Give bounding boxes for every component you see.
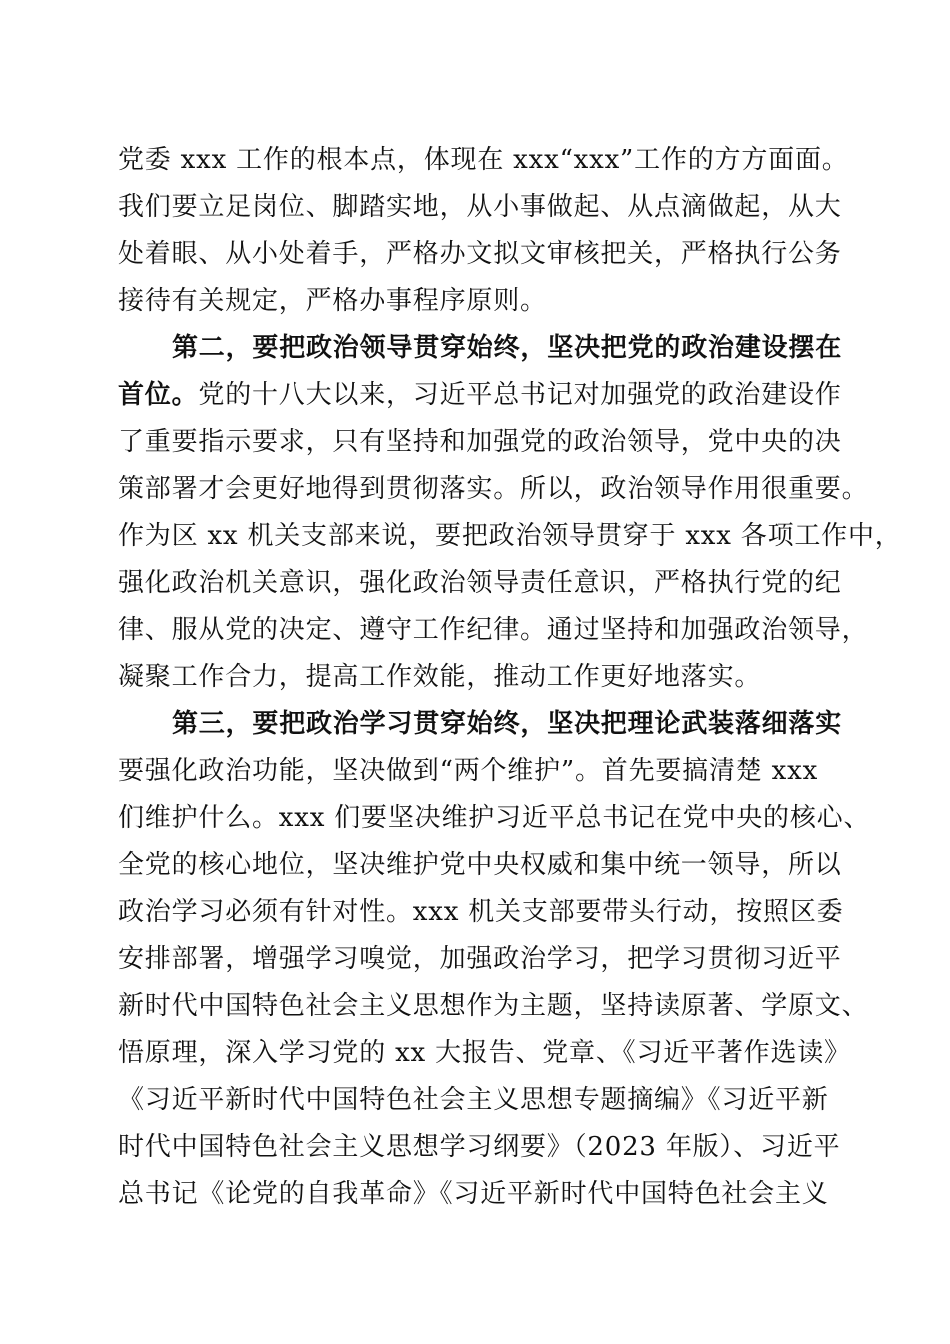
- text-run: 律、服从党的决定、遵守工作纪律。通过坚持和加强政治领导，: [118, 615, 869, 645]
- text-line: [118, 803, 870, 833]
- text-line: [118, 380, 842, 410]
- text-run: 凝聚工作合力，提高工作效能，推动工作更好地落实。: [118, 662, 762, 692]
- text-line: [118, 1132, 840, 1162]
- text-line: [118, 1179, 829, 1209]
- text-run: 了重要指示要求，只有坚持和加强党的政治领导，党中央的决: [118, 427, 842, 457]
- text-run: 处着眼、从小处着手，严格办文拟文审核把关，严格执行公务: [118, 239, 842, 269]
- heading-text: 第二，要把政治领导贯穿始终，坚决把党的政治建设摆在: [172, 333, 843, 363]
- text-run: 作为区 xx 机关支部来说，要把政治领导贯穿于 xxx 各项工作中，: [118, 521, 902, 551]
- text-line: [118, 944, 842, 974]
- text-run: 党委 xxx 工作的根本点，体现在 xxx“xxx”工作的方方面面。: [118, 145, 849, 175]
- text-run: 总书记《论党的自我革命》《习近平新时代中国特色社会主义: [118, 1179, 829, 1209]
- text-line: [118, 662, 761, 692]
- text-line: [118, 474, 868, 504]
- text-line: [118, 427, 842, 457]
- text-line: [118, 850, 842, 880]
- text-line: [118, 991, 868, 1021]
- text-run: 《习近平新时代中国特色社会主义思想专题摘编》《习近平新: [118, 1085, 829, 1115]
- text-run: 要强化政治功能，坚决做到“两个维护”。首先要搞清楚 xxx: [118, 756, 819, 786]
- text-line: [118, 756, 818, 786]
- text-line: [118, 1038, 851, 1068]
- text-line: [118, 521, 902, 551]
- text-line: [118, 615, 868, 645]
- heading-text: 首位。: [118, 380, 199, 410]
- text-line: [118, 192, 842, 222]
- text-line: [118, 897, 843, 927]
- text-run: 时代中国特色社会主义思想学习纲要》（2023 年版）、习近平: [118, 1132, 841, 1162]
- text-run: 全党的核心地位，坚决维护党中央权威和集中统一领导，所以: [118, 850, 842, 880]
- text-line: [118, 1085, 829, 1115]
- text-line: [118, 568, 842, 598]
- text-run: 强化政治机关意识，强化政治领导责任意识，严格执行党的纪: [118, 568, 842, 598]
- text-run: 策部署才会更好地得到贯彻落实。所以，政治领导作用很重要。: [118, 474, 869, 504]
- text-run: 接待有关规定，严格办事程序原则。: [118, 286, 547, 316]
- text-run: 安排部署，增强学习嗅觉，加强政治学习，把学习贯彻习近平: [118, 944, 842, 974]
- heading-text: 第三，要把政治学习贯穿始终，坚决把理论武装落细落实: [172, 709, 843, 739]
- text-line: [118, 286, 547, 316]
- text-run: 党的十八大以来，习近平总书记对加强党的政治建设作: [198, 380, 842, 410]
- section-heading: [172, 333, 842, 363]
- text-run: 政治学习必须有针对性。xxx 机关支部要带头行动，按照区委: [118, 897, 844, 927]
- text-run: 新时代中国特色社会主义思想作为主题，坚持读原著、学原文、: [118, 991, 869, 1021]
- text-run: 悟原理，深入学习党的 xx 大报告、党章、《习近平著作选读》: [118, 1038, 851, 1068]
- text-run: 们维护什么。xxx 们要坚决维护习近平总书记在党中央的核心、: [118, 803, 871, 833]
- text-line: [118, 239, 842, 269]
- text-run: 我们要立足岗位、脚踏实地，从小事做起、从点滴做起，从大: [118, 192, 842, 222]
- text-line: [118, 145, 849, 175]
- section-heading: [172, 709, 842, 739]
